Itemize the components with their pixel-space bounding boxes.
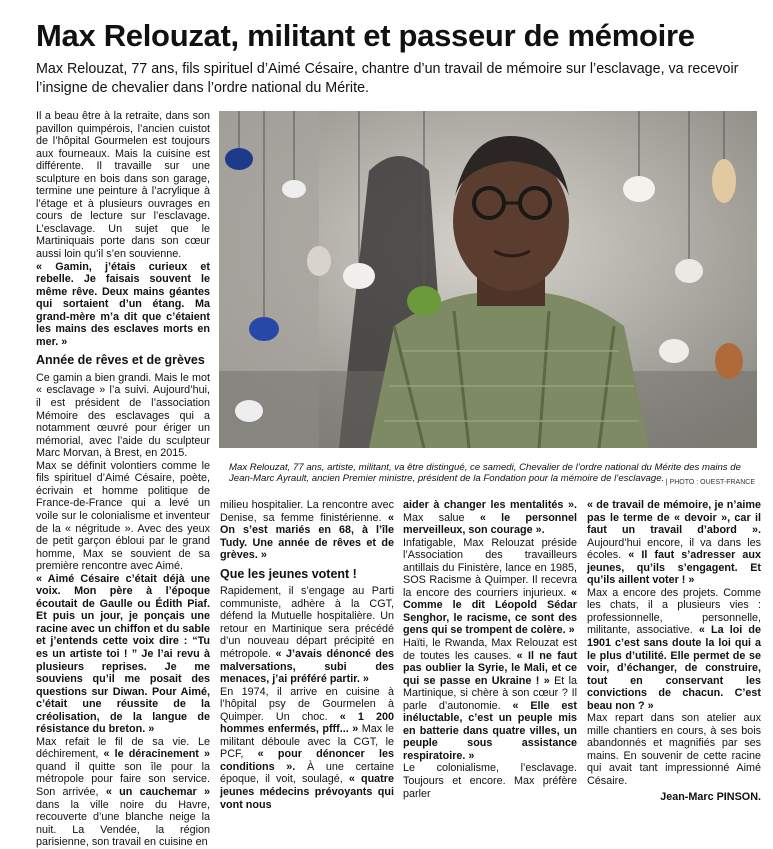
quote: « Elle est inéluctable, c’est un peuple mis en batterie dans quatre villes, un peuple sous assistance respiratoire. » <box>403 699 577 762</box>
article-column-2 <box>220 499 394 811</box>
standfirst: Max Relouzat, 77 ans, fils spirituel d’Aimé Césaire, chantre d’un travail de mémoire sur l’esclavage, va recevoir l’insigne de chevalier dans l’ordre national du Mérite. <box>36 61 739 96</box>
paragraph: Max repart dans son atelier aux mille chantiers en cours, à ses bois abandonnés et magnifiés par ses mains. En souvenir de cette racine qui avait tant impressionné Aimé Césaire. <box>587 712 761 788</box>
text: Haïti, le Rwanda, Max Relouzat est de toutes les causes. <box>403 637 577 662</box>
article-column-3 <box>403 499 577 800</box>
paragraph <box>587 587 761 712</box>
quote: « Comme le dit Léopold Sédar Senghor, le racisme, ce sont des gens qui se trompent de colère. » <box>403 586 578 637</box>
text: Et la Martinique, si chère à son cœur ? Il parle d’autonomie. <box>403 674 578 712</box>
paragraph <box>220 585 394 685</box>
quote: « le déracinement » <box>103 748 210 761</box>
paragraph <box>403 537 577 637</box>
article-photo <box>219 111 757 448</box>
text: Max salue <box>403 511 465 524</box>
paragraph: Ce gamin a bien grandi. Mais le mot « esclavage » l’a suivi. Aujourd’hui, il est président de l’association Mémoire des esclavages qui a notamment œuvré pour ériger un mémorial, avec l’aide du sculpteur Marc Morvan, à Brest, en 2015. <box>36 371 210 460</box>
text: En 1974, il arrive en cuisine à l’hôpital psy de Gourmelen à Quimper. Un choc. <box>220 685 394 723</box>
text: Infatigable, Max Relouzat préside l’Association des travailleurs antillais du Finistère, lance en 1985, SOS Racisme à Quimper. Il recevra la encore des courriers injurieux. <box>403 536 577 599</box>
quote: « quatre jeunes médecins prévoyants qui vont nous <box>220 773 394 811</box>
text: dans la ville noire du Havre, recouverte d’une blanche neige la nuit. La Vendée, la région parisienne, son travail en cuisine en <box>36 798 210 849</box>
quote: « J’avais dénoncé des malversations, subi des menaces, j’ai préféré partir. » <box>220 648 395 686</box>
paragraph <box>403 637 577 762</box>
quote: « le personnel merveilleux, son courage ». <box>403 511 578 537</box>
photo-caption: Max Relouzat, 77 ans, artiste, militant, va être distingué, ce samedi, Chevalier de l’ordre national du Mérite des mains de Jean-Marc Ayrault, ancien Premier ministre, président de la Fondation pour la mémoire de l’esclavage. <box>229 461 741 485</box>
author-signature: Jean-Marc PINSON. <box>660 790 761 803</box>
paragraph <box>36 736 210 849</box>
quote: « Aimé Césaire c’était déjà une voix. Mon père à l’époque écoutait de Gaulle ou Édith Piaf. Et puis un jour, je ponçais une racine avec un chiffon et du sable et j’entends cette voix dire : “Tu es un artiste toi ! ” Je l’ai revu à plusieurs reprises. Je me souviens qu’il me posait des questions sur Diwan. Pour Aimé, c’était une réussite de la créolisation, de la langue de résistance du breton. » <box>36 572 210 736</box>
text: Max le militant déboule avec la CGT, le PCF, <box>220 723 394 761</box>
headline: Max Relouzat, militant et passeur de mémoire <box>36 18 695 53</box>
text: À une certaine époque, il voit, soulagé, <box>220 760 394 786</box>
paragraph <box>587 499 761 587</box>
text: quand il quitte son île pour la métropole pour faire son service. Son arrivée, <box>36 760 210 798</box>
subheading: Que les jeunes votent ! <box>220 566 357 581</box>
quote: « Gamin, j’étais curieux et rebelle. Je faisais souvent le même rêve. Deux mains géantes qui sortaient d’un étang. Ma grand-mère m’a dit que c’étaient les mains des esclaves morts en mer. » <box>36 260 210 348</box>
text: milieu hospitalier. La rencontre avec Denise, sa femme finistérienne. <box>220 499 394 524</box>
text: Rapidement, il s’engage au Parti communiste, adhère à la CGT, défend la Mutuelle hospitalière. Un retour en Martinique sera précédé d’un nouveau départ précipité en métropole. <box>220 585 394 661</box>
photo-credit: | PHOTO : OUEST-FRANCE <box>665 479 755 486</box>
paragraph <box>220 686 394 811</box>
paragraph <box>220 499 394 562</box>
quote: « 1 200 hommes enfermés, pfff... » <box>220 710 394 736</box>
text: Max refait le fil de sa vie. Le déchirement, <box>36 735 210 761</box>
quote: « Il ne faut pas oublier la Syrie, le Mali, et ce qui se passe en Ukraine ! » <box>403 649 577 687</box>
paragraph: Max se définit volontiers comme le fils spirituel d’Aimé Césaire, poète, écrivain et homme politique de France-de-France qui a levé un voile sur le colonialisme et inventeur de la « négritude ». Avec des yeux de petit garçon ébloui par le grand homme, Max se souvient de sa première rencontre avec Aimé. <box>36 459 210 573</box>
text: Max a encore des projets. Comme les chats, il a plusieurs vies : professionnelle, personnelle, militante, associative. <box>587 586 761 637</box>
quote: « On s’est mariés en 68, à l’île Tudy. Une année de rêves et de grèves. » <box>220 511 394 562</box>
article-column-4 <box>587 499 761 803</box>
quote: aider à changer les mentalités ». <box>403 499 577 511</box>
portrait-photo <box>219 111 757 448</box>
paragraph <box>403 499 577 537</box>
quote: « Il faut s’adresser aux jeunes, qu’ils s’engagent. Et qu’ils aillent voter ! » <box>587 549 761 587</box>
quote: « de travail de mémoire, je n’aime pas le terme de « devoir », car il faut un travail d’abord ». <box>587 499 761 537</box>
paragraph: Le colonialisme, l’esclavage. Toujours et encore. Max préfère parler <box>403 762 577 800</box>
paragraph: Il a beau être à la retraite, dans son pavillon quimpérois, l’ancien cuistot de l’hôpital Gourmelen est toujours aux fourneaux. Mais la cuisine est différente. Il travaille sur une sculpture en bois dans son garage, termine une peinture à l’acrylique à l’étage et à plusieurs ouvrages en cours de lecture sur l’esclavage. L’esclavage. Un sujet que le Martiniquais porte dans son cœur aussi loin qu’il s’en souvienne. <box>36 110 210 261</box>
quote: « un cauchemar » <box>105 785 210 798</box>
quote: « pour dénoncer les conditions ». <box>220 748 394 773</box>
text: Aujourd’hui encore, il va dans les écoles. <box>587 536 761 562</box>
quote: « La loi de 1901 c’est sans doute la loi qui a le plus d’utilité. Elle permet de se voir, d’échanger, de construire, tout en conservant les convictions de chacun. C’est beau non ? » <box>587 624 761 712</box>
subheading: Année de rêves et de grèves <box>36 353 205 368</box>
article-column-1 <box>36 110 210 849</box>
